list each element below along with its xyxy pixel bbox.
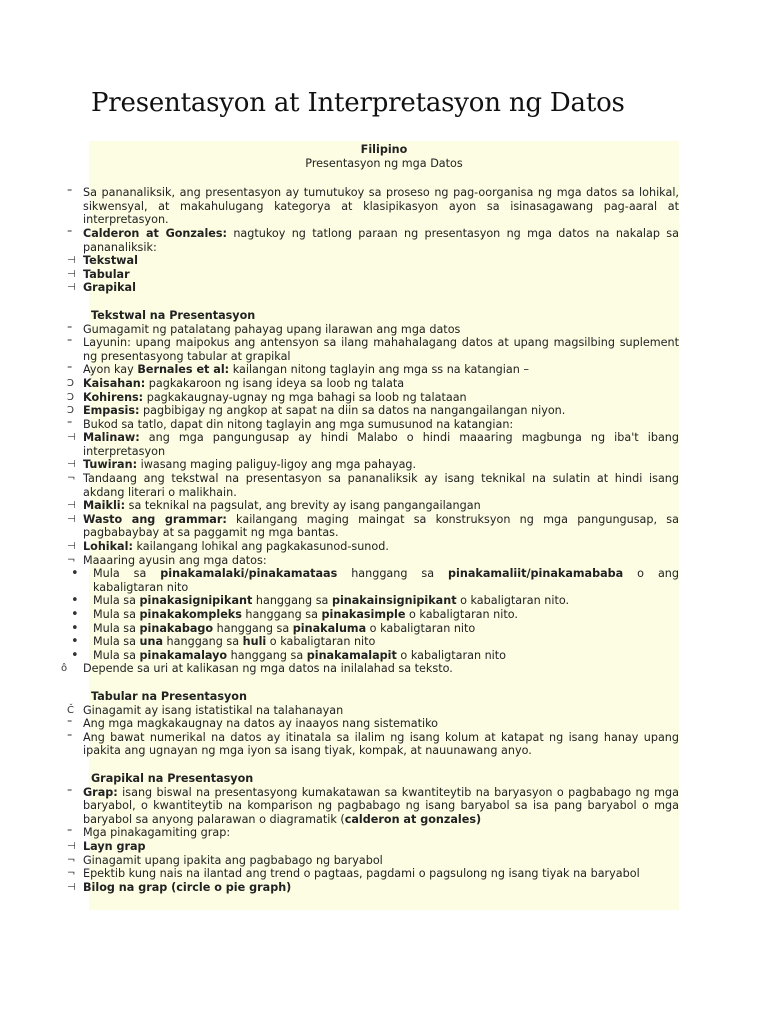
tekstwal-item	[67, 431, 679, 458]
intro-item	[67, 226, 679, 254]
tekstwal-item	[67, 458, 679, 472]
bullet-icon: •	[71, 647, 79, 663]
bullet-icon: Ɔ	[67, 391, 75, 403]
ayos-item	[71, 566, 679, 594]
tabular-item	[67, 730, 679, 758]
item-text: Mula sa pinakabago hanggang sa pinakaluma o kabaligtaran nito	[93, 621, 476, 635]
bullet-icon: ⁼	[67, 718, 73, 730]
intro-item	[67, 186, 679, 227]
bullet-icon: ô	[61, 663, 68, 675]
bullet-icon: ⁼	[67, 827, 73, 839]
grapikal-item	[67, 853, 679, 868]
bullet-icon: ⊣	[67, 513, 76, 525]
tekstwal-item	[67, 404, 679, 418]
item-text: Layunin: upang maipokus ang antensyon sa ilang mahahalagang datos at upang magsilbing suplement ng presentasyong tabular at grapikal	[83, 336, 679, 363]
bullet-icon: ⊣	[67, 500, 76, 512]
section-heading-grapikal: Grapikal na Presentasyon	[91, 771, 254, 785]
bullet-icon: •	[71, 593, 79, 609]
document-title: Presentasyon at Interpretasyon ng Datos	[91, 88, 625, 118]
item-text: Depende sa uri at kalikasan ng mga datos na inilalahad sa teksto.	[83, 662, 453, 676]
bullet-icon: Č	[67, 704, 74, 716]
tekstwal-item	[67, 390, 679, 405]
ayos-list	[61, 566, 679, 676]
item-text: Ang bawat numerikal na datos ay itinatala sa ilalim ng isang kolum at katapat ng isang hanay upang ipakita ang ugnayan ng mga iyon sa isang tiyak, kompak, at nauunawang anyo.	[83, 730, 679, 758]
bullet-icon: ⁼	[67, 731, 73, 743]
item-text: Maaaring ayusin ang mga datos:	[83, 553, 267, 567]
item-text: Ang mga magkakaugnay na datos ay inaayos nang sistematiko	[83, 717, 439, 731]
bullet-icon: •	[71, 634, 79, 650]
section-heading-tabular: Tabular na Presentasyon	[91, 689, 247, 703]
item-text: Tekstwal	[83, 254, 138, 268]
item-text: Calderon at Gonzales: nagtukoy ng tatlong paraan ng presentasyon ng mga datos na nakalap sa pananaliksik:	[83, 226, 679, 254]
intro-item	[67, 267, 679, 282]
bullet-icon: ⁼	[67, 364, 73, 376]
bullet-icon: •	[71, 566, 79, 582]
tekstwal-item	[67, 553, 679, 568]
bullet-icon: ⊣	[67, 541, 76, 553]
item-text: Gumagamit ng patalatang pahayag upang ilarawan ang mga datos	[83, 322, 461, 336]
tekstwal-item	[67, 376, 679, 391]
tekstwal-item	[67, 417, 679, 432]
grapikal-list	[67, 785, 679, 895]
bullet-icon: ⊣	[67, 459, 76, 471]
item-text: Mula sa pinakasignipikant hanggang sa pinakainsignipikant o kabaligtaran nito.	[93, 594, 570, 608]
bullet-icon: ⁼	[67, 187, 73, 199]
bullet-icon: ⁼	[67, 323, 73, 335]
section-heading-tekstwal: Tekstwal na Presentasyon	[91, 308, 256, 322]
bullet-icon: ⊣	[67, 255, 76, 267]
item-text: Ayon kay Bernales et al: kailangan nitong taglayin ang mga ss na katangian –	[83, 363, 529, 377]
tekstwal-item	[67, 363, 679, 377]
bullet-icon: ⊣	[67, 282, 76, 294]
item-text: Mula sa pinakakompleks hanggang sa pinakasimple o kabaligtaran nito.	[93, 608, 518, 621]
tabular-item	[67, 717, 679, 731]
tabular-list	[67, 703, 679, 758]
bullet-icon: ⁼	[67, 786, 73, 798]
grapikal-item	[67, 826, 679, 840]
bullet-icon: ⊣	[67, 432, 76, 444]
item-text: Tabular	[83, 267, 130, 281]
bullet-icon: ⊣	[67, 840, 76, 852]
bullet-icon: Ɔ	[67, 405, 75, 417]
item-text: Mula sa pinakamalaki/pinakamataas hanggang sa pinakamaliit/pinakamababa o ang kabaligtaran nito	[93, 567, 679, 594]
intro-item	[67, 281, 679, 295]
ayos-item	[71, 620, 679, 636]
bullet-icon: •	[71, 607, 79, 622]
ayos-item	[71, 593, 679, 609]
bullet-icon: ⁼	[67, 227, 73, 239]
item-text: Tuwiran: iwasang maging paliguy-ligoy ang mga pahayag.	[83, 458, 417, 472]
item-text: Grapikal	[83, 281, 136, 295]
item-text: Kaisahan: pagkakaroon ng isang ideya sa loob ng talata	[83, 376, 405, 390]
bullet-icon: Ɔ	[67, 377, 75, 389]
subject-label: Filipino	[360, 143, 408, 156]
item-text: Ginagamit upang ipakita ang pagbabago ng baryabol	[83, 853, 383, 867]
item-text: Tandaang ang tekstwal na presentasyon sa pananaliksik ay isang teknikal na sulatin at hindi isang akdang literari o malikhain.	[83, 472, 679, 499]
item-text: Mga pinakagamiting grap:	[83, 826, 231, 840]
item-text: Bukod sa tatlo, dapat din nitong taglayin ang mga sumusunod na katangian:	[83, 417, 514, 431]
subtitle: Presentasyon ng mga Datos	[305, 156, 463, 170]
tekstwal-item	[67, 540, 679, 554]
item-text: Ginagamit ay isang istatistikal na talahanayan	[83, 703, 344, 717]
item-text: Empasis: pagbibigay ng angkop at sapat na diin sa datos na nangangailangan niyon.	[83, 404, 566, 418]
tekstwal-item	[67, 472, 679, 499]
bullet-icon: ⊣	[67, 268, 76, 280]
ayos-item	[71, 634, 679, 650]
tekstwal-item	[67, 336, 679, 363]
tekstwal-list	[67, 322, 679, 568]
intro-list	[67, 186, 679, 295]
ayos-item	[71, 607, 679, 622]
bullet-icon: ⁼	[67, 337, 73, 349]
item-text: Kohirens: pagkakaugnay-ugnay ng mga bahagi sa loob ng talataan	[83, 390, 467, 404]
item-text: Bilog na grap (circle o pie graph)	[83, 880, 292, 894]
item-text: Grap: isang biswal na presentasyong kumakatawan sa kwantiteytib na baryasyon o pagbabago ng mga baryabol, o kwantiteytib na komparison ng pagbabago ng isang baryabol sa isa pang baryabol o mga baryabol sa anyong palarawan o diagramatik (calderon at gonzales)	[83, 785, 679, 826]
tekstwal-item	[67, 512, 679, 540]
item-text: Layn grap	[83, 839, 146, 853]
item-text: Lohikal: kailangang lohikal ang pagkakasunod-sunod.	[83, 540, 389, 554]
item-text: Sa pananaliksik, ang presentasyon ay tumutukoy sa proseso ng pag-oorganisa ng mga datos sa lohikal, sikwensyal, at makahulugang kategorya at klasipikasyon ayon sa isinasagawang pag-aaral at interpretasyon.	[83, 186, 679, 227]
grapikal-item	[67, 867, 679, 881]
document-body	[61, 141, 679, 910]
grapikal-item	[67, 839, 679, 854]
item-text: Epektib kung nais na ilantad ang trend o pagtaas, pagdami o pagsulong ng isang tiyak na baryabol	[83, 867, 640, 881]
bullet-icon: ¬	[67, 473, 76, 485]
grapikal-item	[67, 785, 679, 827]
item-text: Mula sa una hanggang sa huli o kabaligtaran nito	[93, 635, 376, 649]
tabular-item	[67, 703, 679, 718]
bullet-icon: ¬	[67, 854, 76, 866]
tekstwal-item	[67, 499, 679, 513]
bullet-icon: ⁼	[67, 418, 73, 430]
bullet-icon: ⊣	[67, 881, 76, 893]
bullet-icon: ¬	[67, 868, 76, 880]
item-text: Malinaw: ang mga pangungusap ay hindi Malabo o hindi maaaring magbunga ng iba't ibang interpretasyon	[83, 431, 679, 458]
item-text: Maikli: sa teknikal na pagsulat, ang brevity ay isang pangangailangan	[83, 499, 481, 513]
bullet-icon: •	[71, 620, 79, 636]
grapikal-item	[67, 880, 679, 895]
intro-item	[67, 254, 679, 268]
item-text: Wasto ang grammar: kailangang maging maingat sa konstruksyon ng mga pangungusap, sa pagbabaybay at sa paggamit ng mga bantas.	[83, 512, 679, 540]
tekstwal-item	[67, 322, 679, 337]
ayos-item	[71, 647, 679, 663]
ayos-item	[61, 662, 679, 676]
item-text: Mula sa pinakamalayo hanggang sa pinakamalapit o kabaligtaran nito	[93, 648, 507, 662]
bullet-icon: ¬	[67, 554, 76, 566]
